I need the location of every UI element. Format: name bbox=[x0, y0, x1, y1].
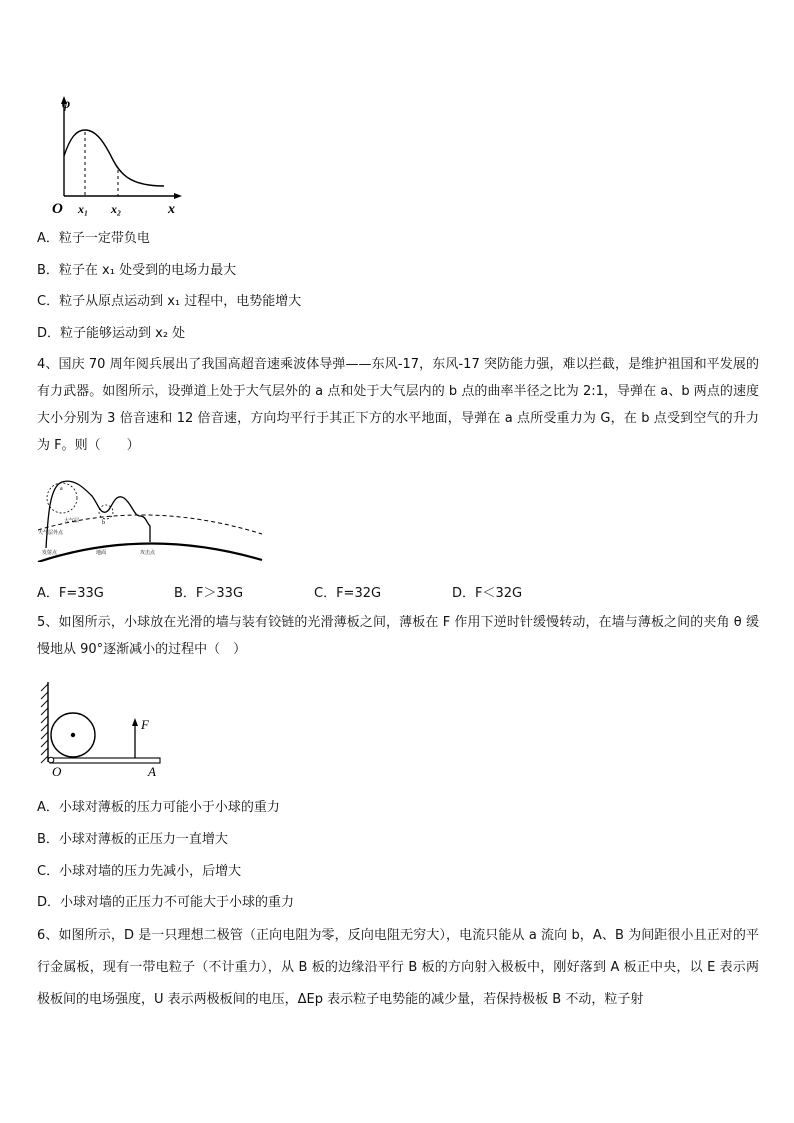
q3-option-a: A．粒子一定带负电 bbox=[37, 231, 150, 246]
hinge bbox=[48, 757, 54, 763]
ball-center bbox=[71, 733, 75, 737]
q5-option-b: B．小球对薄板的正压力一直增大 bbox=[37, 832, 228, 847]
q4-stem: 4、国庆 70 周年阅兵展出了我国高超音速乘波体导弹——东风-17，东风-17 突防能力强，难以拦截，是维护祖国和平发展的有力武器。如图所示，设弹道上处于大气层外的 a 点和处于大气层内的 b 点的曲率半径之比为 2:1，导弹在 a、b 两点的速度大小分别为 3 倍音速和 12 倍音速，方向均平行于其正下方的水平地面，导弹在 a 点所受重力为 G，在 b 点受到空气的升力为 F。则（ ） bbox=[37, 357, 759, 453]
x2-label: x₂ bbox=[111, 202, 122, 216]
q5-option-a: A．小球对薄板的压力可能小于小球的重力 bbox=[37, 800, 280, 815]
q6-stem: 6、如图所示，D 是一只理想二极管（正向电阻为零，反向电阻无穷大），电流只能从 a 流向 b，A、B 为间距很小且正对的平行金属板，现有一带电粒子（不计重力），从 B 板的边缘沿平行 B 板的方向射入极板中，刚好落到 A 板正中央，以 E 表示两极板间的电场强度，U 表示两极板间的电压，ΔEp 表示粒子电势能的减少量，若保持极板 B 不动，粒子射 bbox=[37, 928, 759, 1007]
q4-option-a: A．F=33G bbox=[37, 586, 104, 601]
hinge-label: O bbox=[52, 764, 62, 779]
q4-option-b: B．F＞33G bbox=[174, 586, 244, 601]
potential-curve bbox=[64, 130, 164, 186]
target-label: 攻击点 bbox=[140, 551, 156, 556]
potential-graph bbox=[48, 94, 188, 220]
outer-point-label: 大气层外点 bbox=[38, 531, 64, 536]
phi-label: φ bbox=[62, 97, 71, 112]
atmosphere-label: 大气层 bbox=[64, 519, 80, 524]
q3-option-c: C．粒子从原点运动到 x₁ 过程中，电势能增大 bbox=[37, 294, 302, 309]
q4-option-d: D．F＜32G bbox=[452, 586, 523, 601]
missile-trajectory-figure bbox=[36, 474, 266, 562]
q3-option-b: B．粒子在 x₁ 处受到的电场力最大 bbox=[37, 263, 237, 278]
force-label: F bbox=[141, 717, 149, 732]
wall-hatching bbox=[41, 684, 48, 763]
thin-board bbox=[50, 758, 160, 763]
q5-option-c: C．小球对墙的压力先减小，后增大 bbox=[37, 864, 242, 879]
ball-wall-board-figure bbox=[38, 678, 168, 780]
origin-label: O bbox=[52, 201, 63, 217]
point-b-label: b bbox=[102, 520, 105, 526]
launch-label: 发射点 bbox=[42, 551, 58, 556]
x-axis-arrow bbox=[174, 193, 182, 199]
q3-option-d: D．粒子能够运动到 x₂ 处 bbox=[37, 326, 186, 341]
ground-label: 地面 bbox=[96, 551, 107, 556]
force-arrow-head bbox=[132, 718, 138, 726]
x-axis-label: x bbox=[168, 202, 175, 217]
end-label: A bbox=[148, 764, 156, 779]
x1-label: x₁ bbox=[78, 202, 89, 216]
q5-option-d: D．小球对墙的正压力不可能大于小球的重力 bbox=[37, 895, 295, 910]
point-a-label: a bbox=[60, 486, 63, 492]
q5-stem: 5、如图所示，小球放在光滑的墙与装有铰链的光滑薄板之间，薄板在 F 作用下逆时针缓慢转动，在墙与薄板之间的夹角 θ 缓慢地从 90°逐渐减小的过程中（ ） bbox=[37, 615, 759, 657]
q4-option-c: C．F=32G bbox=[314, 586, 382, 601]
